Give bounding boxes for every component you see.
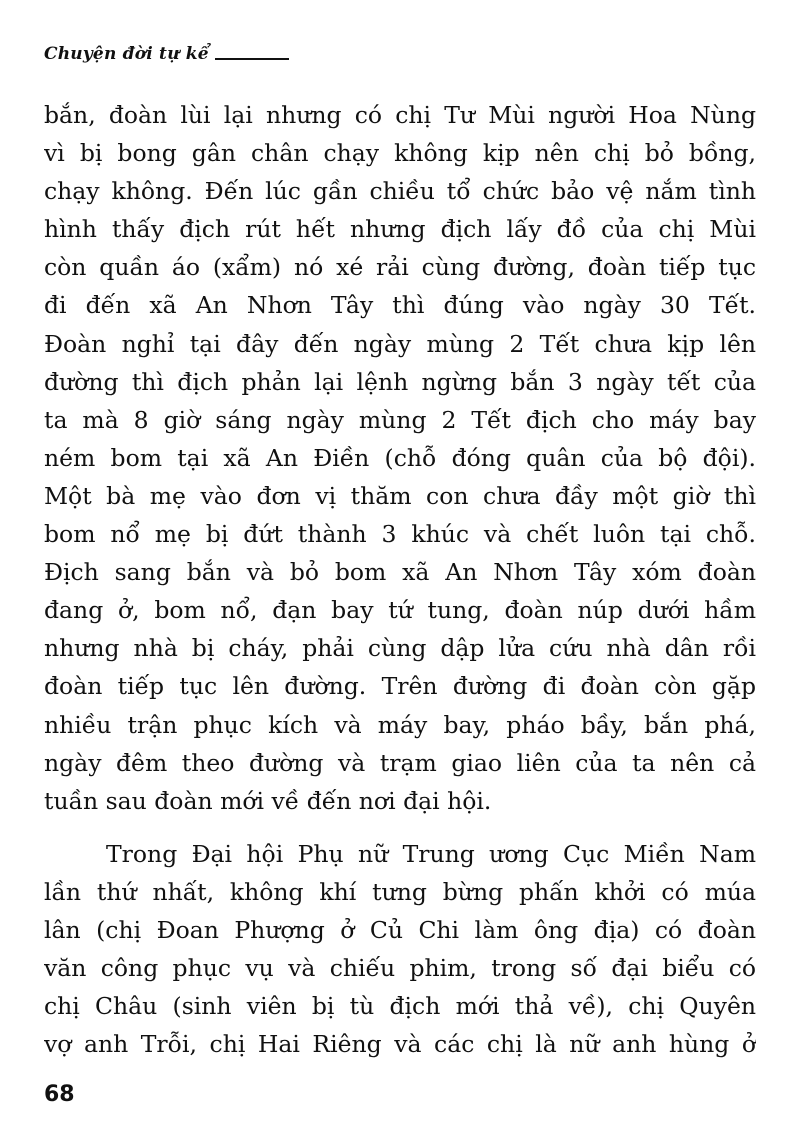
text-line: bắn, đoàn lùi lại nhưng có chị Tư Mùi người Hoa Nùng bbox=[44, 101, 756, 129]
text-line: vì bị bong gân chân chạy không kịp nên chị bỏ bồng, bbox=[44, 139, 756, 168]
text-line: Địch sang bắn và bỏ bom xã An Nhơn Tây xóm đoàn bbox=[44, 558, 756, 587]
text-line: Trong Đại hội Phụ nữ Trung ương Cục Miền Nam bbox=[106, 839, 756, 868]
text-line: đang ở, bom nổ, đạn bay tứ tung, đoàn núp dưới hầm bbox=[44, 596, 756, 625]
running-header-title: Chuyện đời tự kể bbox=[44, 44, 209, 64]
text-line: nhưng nhà bị cháy, phải cùng dập lửa cứu nhà dân rồi bbox=[44, 634, 756, 663]
text-line: chạy không. Đến lúc gần chiều tổ chức bảo vệ nắm tình bbox=[44, 177, 756, 206]
text-line: nhiều trận phục kích và máy bay, pháo bầy, bắn phá, bbox=[44, 710, 756, 739]
page-number: 68 bbox=[44, 1082, 75, 1107]
text-line: hình thấy địch rút hết nhưng địch lấy đồ của chị Mùi bbox=[44, 215, 756, 244]
text-line: chị Châu (sinh viên bị tù địch mới thả về), chị Quyên bbox=[44, 992, 756, 1021]
text-line: văn công phục vụ và chiếu phim, trong số đại biểu có bbox=[44, 954, 756, 983]
text-line: đoàn tiếp tục lên đường. Trên đường đi đoàn còn gặp bbox=[44, 672, 756, 701]
text-line: ta mà 8 giờ sáng ngày mùng 2 Tết địch cho máy bay bbox=[44, 405, 756, 434]
body-text bbox=[44, 96, 756, 1063]
text-line: lần thứ nhất, không khí tưng bừng phấn khởi có múa bbox=[44, 877, 756, 906]
text-line: tuần sau đoàn mới về đến nơi đại hội. bbox=[44, 786, 492, 815]
text-line: ném bom tại xã An Điền (chỗ đóng quân của bộ đội). bbox=[44, 443, 756, 472]
paragraph-1 bbox=[44, 96, 756, 820]
paragraph-gap bbox=[44, 820, 756, 835]
text-line: lân (chị Đoan Phượng ở Củ Chi làm ông địa) có đoàn bbox=[44, 915, 756, 944]
text-line: vợ anh Trỗi, chị Hai Riêng và các chị là nữ anh hùng ở bbox=[44, 1030, 756, 1059]
running-header bbox=[44, 44, 289, 64]
text-line: bom nổ mẹ bị đứt thành 3 khúc và chết luôn tại chỗ. bbox=[44, 520, 756, 549]
text-line: Đoàn nghỉ tại đây đến ngày mùng 2 Tết chưa kịp lên bbox=[44, 329, 756, 358]
text-line: đi đến xã An Nhơn Tây thì đúng vào ngày 30 Tết. bbox=[44, 291, 756, 320]
text-line: Một bà mẹ vào đơn vị thăm con chưa đầy một giờ thì bbox=[44, 481, 756, 510]
text-line: ngày đêm theo đường và trạm giao liên của ta nên cả bbox=[44, 748, 756, 777]
header-rule bbox=[215, 58, 289, 60]
text-line: còn quần áo (xẩm) nó xé rải cùng đường, đoàn tiếp tục bbox=[44, 253, 756, 282]
paragraph-2 bbox=[44, 835, 756, 1064]
text-line: đường thì địch phản lại lệnh ngừng bắn 3 ngày tết của bbox=[44, 367, 756, 396]
